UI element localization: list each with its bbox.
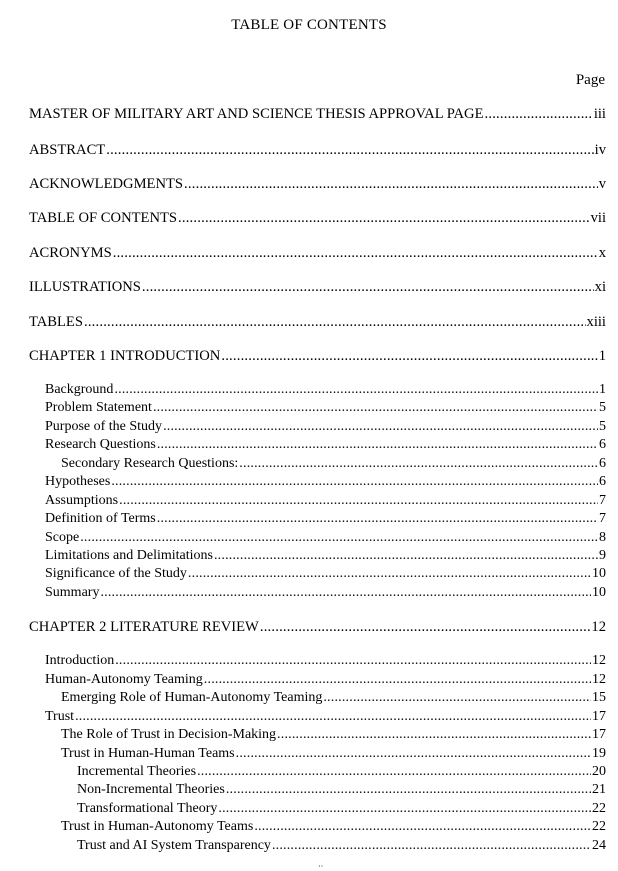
toc-entry-secondary-questions[interactable] xyxy=(61,455,606,473)
dot-leader xyxy=(204,671,591,689)
page-title: TABLE OF CONTENTS xyxy=(231,17,387,33)
toc-entry-chapter-1[interactable] xyxy=(29,347,606,365)
toc-entry-introduction[interactable] xyxy=(45,652,606,670)
toc-entry-emerging-role[interactable] xyxy=(61,689,606,707)
toc-entry-label: Background xyxy=(45,382,114,397)
toc-entry-assumptions[interactable] xyxy=(45,492,606,510)
toc-entry-page: 5 xyxy=(599,419,606,434)
toc-entry-page: xi xyxy=(594,279,606,295)
toc-entry-label: Human-Autonomy Teaming xyxy=(45,672,203,687)
dot-leader xyxy=(84,313,586,331)
toc-entry-table-of-contents[interactable] xyxy=(29,209,606,227)
toc-entry-ai-transparency[interactable] xyxy=(77,837,606,855)
toc-entry-label: The Role of Trust in Decision-Making xyxy=(61,727,277,742)
dot-leader xyxy=(323,689,591,707)
toc-entry-page: 12 xyxy=(592,672,606,687)
dot-leader xyxy=(80,529,598,547)
toc-entry-summary[interactable] xyxy=(45,584,606,602)
toc-entry-page: 20 xyxy=(592,764,606,779)
toc-entry-label: Incremental Theories xyxy=(77,764,197,779)
toc-entry-label: Significance of the Study xyxy=(45,566,187,581)
toc-entry-transformational-theory[interactable] xyxy=(77,800,606,818)
toc-entry-page: 15 xyxy=(592,690,606,705)
toc-entry-label: ACRONYMS xyxy=(29,245,112,261)
toc-entry-label: Research Questions xyxy=(45,437,156,452)
toc-entry-page: 1 xyxy=(599,382,606,397)
toc-entry-label: Limitations and Delimitations xyxy=(45,548,213,563)
toc-entry-abstract[interactable] xyxy=(29,141,606,159)
dot-leader xyxy=(114,381,598,399)
toc-entry-page: 17 xyxy=(592,709,606,724)
toc-entry-page: 22 xyxy=(592,801,606,816)
toc-entry-label: Summary xyxy=(45,585,100,600)
toc-entry-acknowledgments[interactable] xyxy=(29,175,606,193)
toc-entry-page: 17 xyxy=(592,727,606,742)
toc-entry-label: Emerging Role of Human-Autonomy Teaming xyxy=(61,690,323,705)
toc-entry-page: 12 xyxy=(591,619,606,635)
toc-entry-page: 10 xyxy=(592,566,606,581)
toc-entry-significance[interactable] xyxy=(45,565,606,583)
toc-entry-tables[interactable] xyxy=(29,313,606,331)
dot-leader xyxy=(119,492,598,510)
toc-entry-background[interactable] xyxy=(45,381,606,399)
dot-leader xyxy=(226,781,591,799)
toc-entry-page: 22 xyxy=(592,819,606,834)
dot-leader xyxy=(188,565,591,583)
toc-entry-page: x xyxy=(598,245,606,261)
dot-leader xyxy=(277,726,591,744)
toc-entry-label: Trust xyxy=(45,709,75,724)
toc-entry-label: Trust in Human-Autonomy Teams xyxy=(61,819,254,834)
toc-entry-label: MASTER OF MILITARY ART AND SCIENCE THESIS APPROVAL PAGE xyxy=(29,106,484,122)
toc-entry-page: 19 xyxy=(592,746,606,761)
toc-entry-page: iv xyxy=(594,142,606,158)
toc-entry-label: TABLES xyxy=(29,314,83,330)
toc-entry-page: 5 xyxy=(599,400,606,415)
dot-leader xyxy=(163,418,598,436)
toc-entry-page: 6 xyxy=(599,437,606,452)
toc-entry-page: 1 xyxy=(598,348,606,364)
toc-entry-human-autonomy-teaming[interactable] xyxy=(45,671,606,689)
toc-entry-label: Problem Statement xyxy=(45,400,152,415)
dot-leader xyxy=(221,347,597,365)
toc-entry-label: Secondary Research Questions: xyxy=(61,456,239,471)
toc-entry-label: Trust in Human-Human Teams xyxy=(61,746,235,761)
page-number-mark: ·· xyxy=(318,862,324,871)
dot-leader xyxy=(218,800,591,818)
dot-leader xyxy=(260,618,591,636)
toc-entry-page: 10 xyxy=(592,585,606,600)
toc-entry-trust[interactable] xyxy=(45,708,606,726)
toc-entry-non-incremental-theories[interactable] xyxy=(77,781,606,799)
dot-leader xyxy=(100,584,591,602)
toc-entry-page: 12 xyxy=(592,653,606,668)
dot-leader xyxy=(75,708,591,726)
dot-leader xyxy=(153,399,598,417)
dot-leader xyxy=(485,105,593,123)
toc-entry-hypotheses[interactable] xyxy=(45,473,606,491)
toc-entry-trust-human-human[interactable] xyxy=(61,745,606,763)
dot-leader xyxy=(178,209,590,227)
toc-entry-page: 9 xyxy=(599,548,606,563)
toc-entry-label: ILLUSTRATIONS xyxy=(29,279,141,295)
toc-entry-page: vii xyxy=(590,210,606,226)
toc-entry-label: CHAPTER 1 INTRODUCTION xyxy=(29,348,221,364)
toc-entry-page: 21 xyxy=(592,782,606,797)
toc-entry-label: Assumptions xyxy=(45,493,119,508)
toc-entry-page: 6 xyxy=(599,456,606,471)
toc-entry-page: xiii xyxy=(586,314,606,330)
toc-entry-problem-statement[interactable] xyxy=(45,399,606,417)
toc-entry-label: CHAPTER 2 LITERATURE REVIEW xyxy=(29,619,259,635)
toc-entry-page: iii xyxy=(593,106,606,122)
dot-leader xyxy=(239,455,598,473)
toc-entry-page: 24 xyxy=(592,838,606,853)
toc-entry-page: 8 xyxy=(599,530,606,545)
dot-leader xyxy=(157,510,598,528)
toc-entry-purpose[interactable] xyxy=(45,418,606,436)
toc-entry-label: Purpose of the Study xyxy=(45,419,163,434)
toc-entry-role-of-trust[interactable] xyxy=(61,726,606,744)
dot-leader xyxy=(113,244,598,262)
toc-entry-chapter-2[interactable] xyxy=(29,618,606,636)
toc-entry-label: Non-Incremental Theories xyxy=(77,782,225,797)
dot-leader xyxy=(184,175,598,193)
toc-entry-label: Transformational Theory xyxy=(77,801,218,816)
dot-leader xyxy=(236,745,591,763)
dot-leader xyxy=(254,818,591,836)
toc-entry-label: Trust and AI System Transparency xyxy=(77,838,271,853)
toc-entry-label: ABSTRACT xyxy=(29,142,106,158)
dot-leader xyxy=(106,141,593,159)
dot-leader xyxy=(142,278,594,296)
toc-entry-label: ACKNOWLEDGMENTS xyxy=(29,176,184,192)
toc-entry-page: v xyxy=(598,176,606,192)
toc-entry-label: Definition of Terms xyxy=(45,511,156,526)
toc-entry-acronyms[interactable] xyxy=(29,244,606,262)
toc-entry-research-questions[interactable] xyxy=(45,436,606,454)
toc-entry-label: Hypotheses xyxy=(45,474,111,489)
toc-entry-label: Scope xyxy=(45,530,80,545)
toc-entry-approval-page[interactable] xyxy=(29,105,606,123)
toc-entry-scope[interactable] xyxy=(45,529,606,547)
dot-leader xyxy=(157,436,598,454)
toc-entry-illustrations[interactable] xyxy=(29,278,606,296)
dot-leader xyxy=(272,837,591,855)
toc-entry-page: 7 xyxy=(599,493,606,508)
dot-leader xyxy=(111,473,598,491)
toc-entry-definition-of-terms[interactable] xyxy=(45,510,606,528)
toc-entry-trust-human-autonomy[interactable] xyxy=(61,818,606,836)
dot-leader xyxy=(115,652,591,670)
toc-entry-page: 7 xyxy=(599,511,606,526)
dot-leader xyxy=(197,763,591,781)
toc-entry-label: Introduction xyxy=(45,653,115,668)
toc-entry-incremental-theories[interactable] xyxy=(77,763,606,781)
page-column-label: Page xyxy=(575,72,605,88)
toc-entry-limitations[interactable] xyxy=(45,547,606,565)
toc-entry-label: TABLE OF CONTENTS xyxy=(29,210,178,226)
toc-entry-page: 6 xyxy=(599,474,606,489)
dot-leader xyxy=(214,547,598,565)
